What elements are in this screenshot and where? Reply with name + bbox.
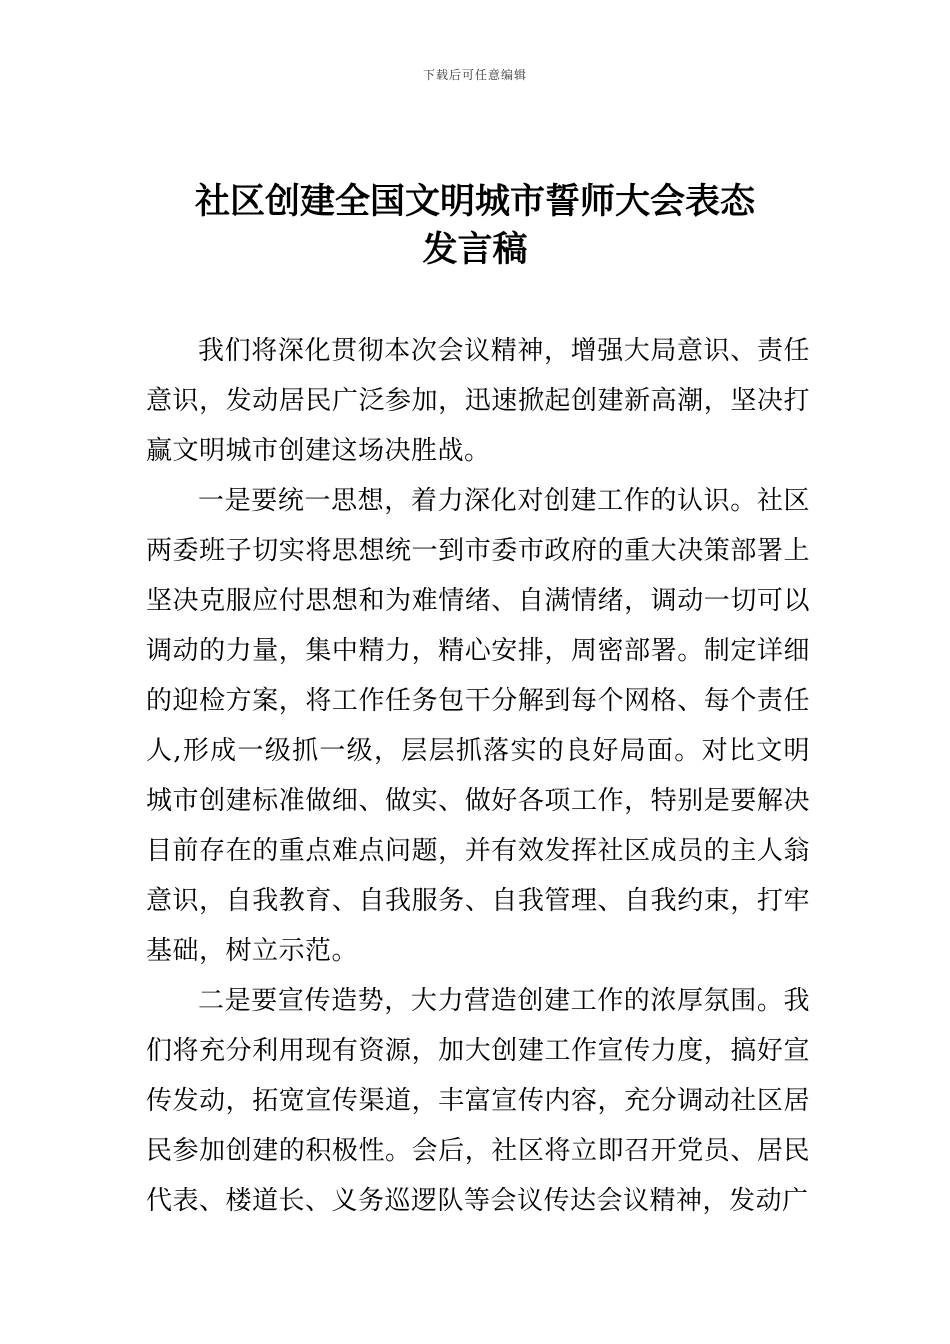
paragraph-point-one: 一是要统一思想，着力深化对创建工作的认识。社区两委班子切实将思想统一到市委市政府的重大决策部署上坚决克服应付思想和为难情绪、自满情绪，调动一切可以调动的力量，集中精力，精心安排，周密部署。制定详细的迎检方案，将工作任务包干分解到每个网格、每个责任人,形成一级抓一级，层层抓落实的良好局面。对比文明城市创建标准做细、做实、做好各项工作，特别是要解决目前存在的重点难点问题，并有效发挥社区成员的主人翁意识，自我教育、自我服务、自我管理、自我约束，打牢基础，树立示范。 — [146, 486, 810, 966]
paragraph-intro: 我们将深化贯彻本次会议精神，增强大局意识、责任意识，发动居民广泛参加，迅速掀起创建新高潮，坚决打赢文明城市创建这场决胜战。 — [146, 336, 810, 466]
paragraph-point-two: 二是要宣传造势，大力营造创建工作的浓厚氛围。我们将充分利用现有资源，加大创建工作宣传力度，搞好宣传发动，拓宽宣传渠道，丰富宣传内容，充分调动社区居民参加创建的积极性。会后，社区将立即召开党员、居民代表、楼道长、义务巡逻队等会议传达会议精神，发动广 — [146, 986, 810, 1216]
document-body — [146, 326, 810, 1226]
title-line-1: 社区创建全国文明城市誓师大会表态 — [194, 182, 755, 222]
header-note: 下载后可任意编辑 — [422, 68, 527, 82]
document-title — [0, 178, 950, 274]
title-line-2: 发言稿 — [422, 230, 528, 270]
